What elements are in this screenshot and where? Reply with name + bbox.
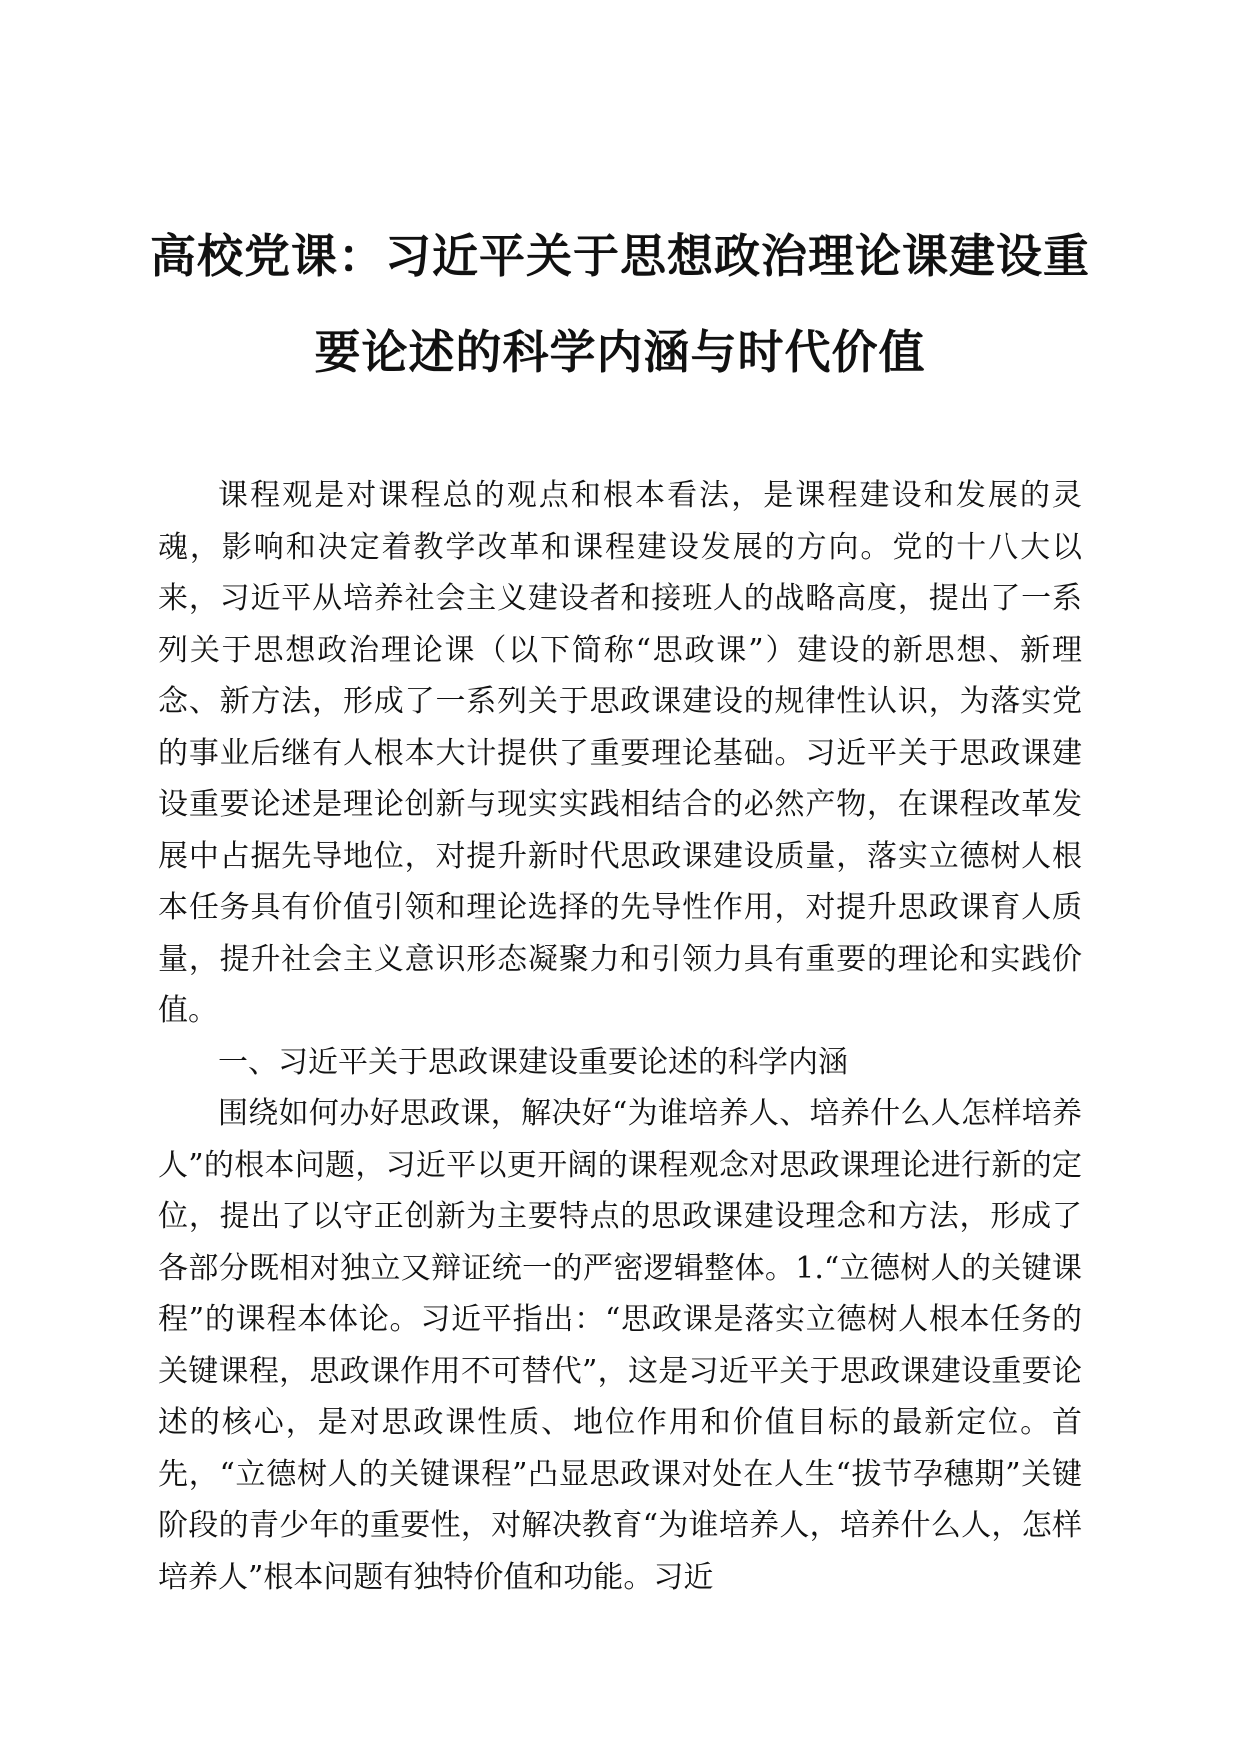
- paragraph-intro: 课程观是对课程总的观点和根本看法，是课程建设和发展的灵魂，影响和决定着教学改革和课程建设发展的方向。党的十八大以来，习近平从培养社会主义建设者和接班人的战略高度，提出了一系列关于思想政治理论课（以下简称“思政课”）建设的新思想、新理念、新方法，形成了一系列关于思政课建设的规律性认识，为落实党的事业后继有人根本大计提供了重要理论基础。习近平关于思政课建设重要论述是理论创新与现实实践相结合的必然产物，在课程改革发展中占据先导地位，对提升新时代思政课建设质量，落实立德树人根本任务具有价值引领和理论选择的先导性作用，对提升思政课育人质量，提升社会主义意识形态凝聚力和引领力具有重要的理论和实践价值。: [158, 478, 1082, 1028]
- title-line-1: 高校党课：习近平关于思想政治理论课建设重: [150, 229, 1090, 283]
- section-heading-1: 一、习近平关于思政课建设重要论述的科学内涵: [218, 1044, 848, 1080]
- title-line-2: 要论述的科学内涵与时代价值: [314, 325, 926, 379]
- paragraph-section-1: 围绕如何办好思政课，解决好“为谁培养人、培养什么人怎样培养人”的根本问题，习近平以更开阔的课程观念对思政课理论进行新的定位，提出了以守正创新为主要特点的思政课建设理念和方法，形成了各部分既相对独立又辩证统一的严密逻辑整体。1.“立德树人的关键课程”的课程本体论。习近平指出：“思政课是落实立德树人根本任务的关键课程，思政课作用不可替代”，这是习近平关于思政课建设重要论述的核心，是对思政课性质、地位作用和价值目标的最新定位。首先，“立德树人的关键课程”凸显思政课对处在人生“拔节孕穗期”关键阶段的青少年的重要性，对解决教育“为谁培养人，培养什么人，怎样培养人”根本问题有独特价值和功能。习近: [158, 1096, 1082, 1595]
- document-title: [150, 208, 1090, 400]
- document-body: [158, 470, 1082, 1603]
